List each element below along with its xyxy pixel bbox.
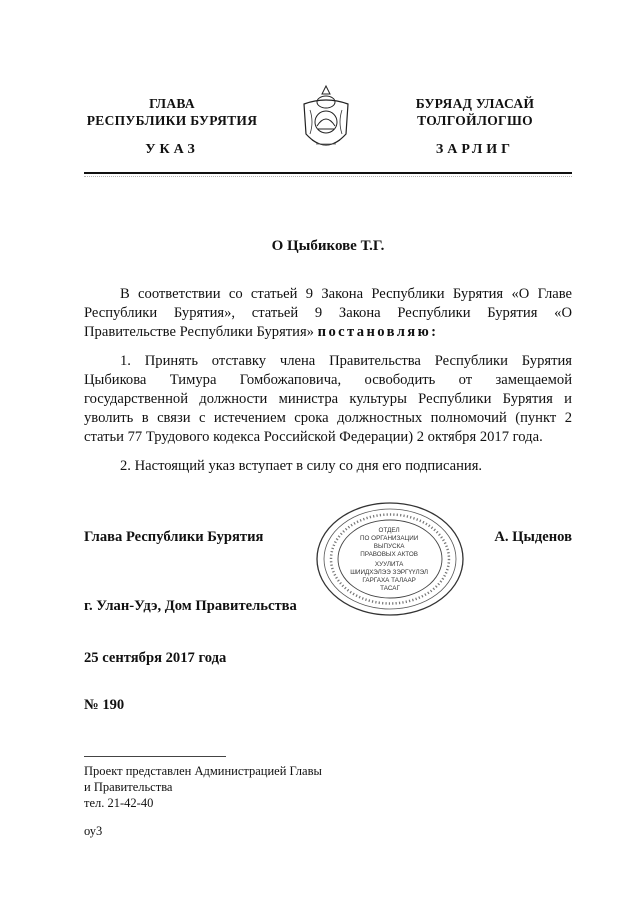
decree-item-2 bbox=[84, 457, 572, 476]
doc-type-right: ЗАРЛИГ bbox=[435, 142, 515, 157]
footer-line-1: Проект представлен Администрацией Главы bbox=[84, 764, 322, 778]
header-dotted-rule bbox=[84, 176, 572, 177]
stamp-line-6: ШИИДХЭЛЭЭ ЗЭРГҮҮЛЭЛ bbox=[350, 569, 429, 576]
header-left-line1: ГЛАВА bbox=[149, 96, 195, 111]
signature-date: 25 сентября 2017 года bbox=[84, 650, 227, 666]
stamp-line-3: ВЫПУСКА bbox=[373, 543, 405, 550]
preamble-paragraph bbox=[84, 285, 572, 342]
decree-item-2-text: 2. Настоящий указ вступает в силу со дня его подписания. bbox=[120, 458, 483, 474]
stamp-line-5: ХУУЛИТА bbox=[374, 561, 404, 568]
stamp-line-7: ГАРГАХА ТАЛААР bbox=[362, 577, 416, 584]
header-rule bbox=[84, 172, 572, 174]
signature-name: А. Цыденов bbox=[494, 529, 572, 545]
stamp-line-4: ПРАВОВЫХ АКТОВ bbox=[360, 551, 418, 558]
header-right-line2: ТОЛГОЙЛОГШО bbox=[417, 113, 533, 128]
document-title: О Цыбикове Т.Г. bbox=[271, 238, 385, 254]
footer-line-2: и Правительства bbox=[84, 780, 173, 794]
footer-line-3: тел. 21-42-40 bbox=[84, 796, 154, 810]
decree-item-1 bbox=[84, 352, 572, 447]
signature-position: Глава Республики Бурятия bbox=[84, 529, 264, 545]
decree-number: № 190 bbox=[84, 697, 125, 713]
footer-code: оу3 bbox=[84, 824, 103, 838]
official-stamp bbox=[314, 500, 466, 618]
header-left-line2: РЕСПУБЛИКИ БУРЯТИЯ bbox=[86, 113, 258, 128]
preamble-text: В соответствии со статьей 9 Закона Республики Бурятия «О Главе Республики Бурятия», статьей 9 Закона Республики Бурятия «О Правительстве Республики Бурятия» bbox=[84, 286, 572, 340]
stamp-line-2: ПО ОРГАНИЗАЦИИ bbox=[360, 535, 419, 542]
header-right-line1: БУРЯАД УЛАСАЙ bbox=[415, 96, 535, 111]
doc-type-left: УКАЗ bbox=[145, 142, 199, 157]
decree-item-1-text: 1. Принять отставку члена Правительства Республики Бурятия Цыбикова Тимура Гомбожаповича, освободить от замещаемой государственной должности министра культуры Республики Бурятия и уволить в связи с истечением срока должностных полномочий (пункт 2 статьи 77 Трудового кодекса Российской Федерации) 2 октября 2017 года. bbox=[84, 353, 572, 445]
signature-place: г. Улан-Удэ, Дом Правительства bbox=[84, 598, 297, 614]
stamp-line-8: ТАСАГ bbox=[380, 585, 400, 592]
decree-word: постановляю: bbox=[317, 324, 439, 340]
svg-text:ОТДЕЛ ПО ОРГАНИЗАЦИИ В bbox=[350, 527, 430, 592]
stamp-line-1: ОТДЕЛ bbox=[378, 527, 400, 534]
coat-of-arms-icon bbox=[296, 82, 356, 158]
footer-rule bbox=[84, 756, 226, 757]
